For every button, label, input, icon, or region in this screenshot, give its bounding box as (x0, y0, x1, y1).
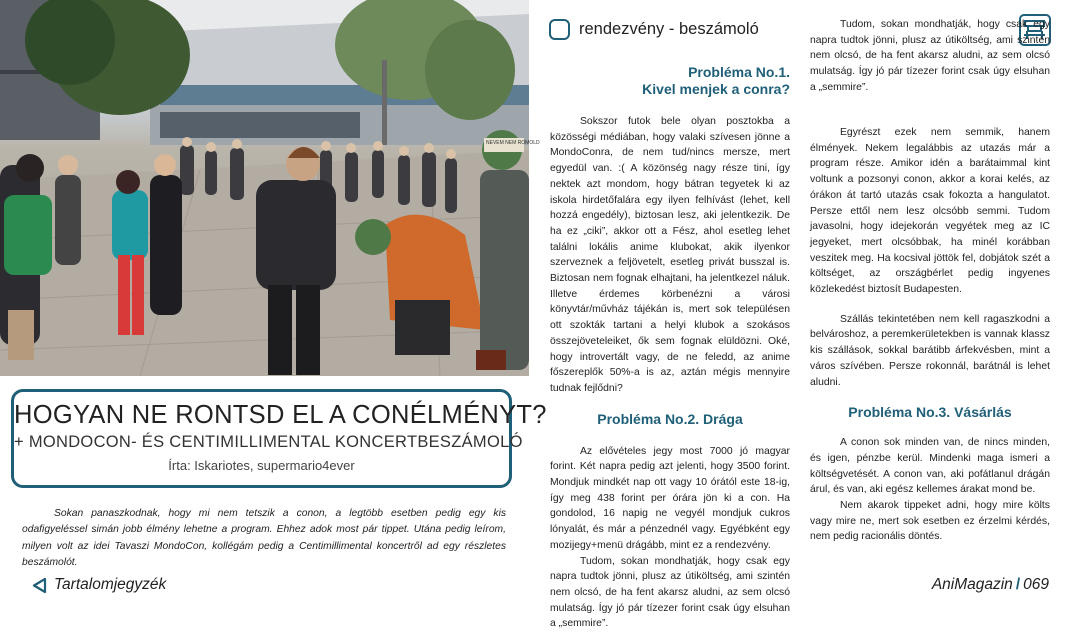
article-subtitle: + MONDOCON- ÉS CENTIMILLIMENTAL KONCERTBESZÁMOLÓ (14, 433, 523, 451)
paragraph-problem-3-b: Nem akarok tippeket adni, hogy mire költs vagy mire ne, mert sok esetben ez érzelmi kérdés, nem pedig racionális döntés. (810, 500, 1050, 543)
paragraph-problem-2-b-continued (810, 19, 1050, 111)
photo-sign-text: NEVEM NEM ROMOLD (486, 140, 540, 146)
page-footer (932, 576, 1049, 594)
crowd-photo-illustration (0, 0, 540, 376)
paragraph-continued-text: Tudom, sokan mondhatják, hogy csak egy napra tudtok jönni, plusz az útiköltség, ami szintén nem olcsó, de ha fent akarsz aludni, az sem olcsó mulatság. Így jó pár tízezer forint csak úgy elsuhan a „semmire”. (810, 19, 1050, 93)
heading-problem-1: Probléma No.1. (688, 64, 790, 80)
table-of-contents-link[interactable] (32, 576, 166, 594)
paragraph-problem-2-a: Az elővételes jegy most 7000 jó magyar forint. Két napra pedig azt jelenti, hogy 3500 forint. Mondjuk mindkét nap ott vagy 10 órától este 18-ig, így meg 438 forint per órára jön ki a con. Ha gondolod, 16 napig ne vegyél mondjuk cukros lónyalát, és már a pénzednél vagy. Egyébként egy mozijegy+menü drágább, mint ez a rendezvény. (550, 445, 790, 551)
paragraph-problem-2-c: Egyrészt ezek nem semmik, hanem élmények. Nekem legalábbis az utazás már a program része. Amikor idén a barátaimmal kint voltunk a pozsonyi conon, akkor a korai kelés, az órákon át tartó utazás csak fokozta a hangulatot. Persze ettől nem lesz olcsóbb semmi. Tudom javasolni, hogy idejekorán vegyétek meg az IC jegyeket, mert olcsóbbak, ha minél korábban veszitek meg. Ha kocsival jöttök fel, dobjátok szét a költséget, az országbérlet pedig ingyenes közlekedést biztosít Budapesten. (810, 127, 1050, 296)
magazine-name: AniMagazin (931, 576, 1013, 593)
heading-problem-3: Probléma No.3. Vásárlás (848, 404, 1012, 421)
page-number: 069 (1023, 576, 1049, 593)
paragraph-problem-1: Sokszor futok bele olyan posztokba a közösségi médiában, hogy valaki szívesen jönne a MondoConra, de nem tud/nincs mersze, mert egyedül van. :( A közönség nagy része tini, így nektek azt mondom, hogy bátran tegyetek ki az iskola hirdetőfalára egy ilyen felhívást (lehet, kell hozzá engedély), biztosan lesz, aki jelentkezik. De ha ez „ciki”, akkor ott a Fész, ahol esetleg lehet találni lokális anime klubokat, akik ilyenkor szerveznek a feljövetelt, esetleg privát busszal is. Biztosan nem fognak elhajtani, ha jelentkezel náluk. Illetve érdemes körbenézni a városi könyvtár/művház tájékán is, mert sok településen ott szokták tartani a helyi klubok a szokásos összejöveteleiket, ők sem fognak elüldözni. Oké, hogy introvertált vagy, de ne feledd, az anime főszereplők 50%-a is az, aztán mégis mennyire tudnak fejlődni? (550, 116, 790, 394)
paragraph-problem-2-d: Szállás tekintetében nem kell ragaszkodni a belvároshoz, a peremkerületekben is vannak klassz kis szállások, sokkal barátibb árfekvésben, mint a város szívében. Persze rokonnál, barátnál is lehet aludni. (810, 313, 1050, 388)
article-title-box (11, 389, 547, 488)
text-column-1 (550, 64, 790, 630)
text-column-2 (810, 19, 1050, 545)
article-title: HOGYAN NE RONTSD EL A CONÉLMÉNYT? (14, 401, 547, 429)
section-header (549, 19, 759, 40)
section-square-icon (549, 19, 570, 40)
paragraph-problem-2-b: Tudom, sokan mondhatják, hogy csak egy napra tudtok jönni, plusz az útiköltség, ami szintén nem olcsó, de ha fent akarsz aludni, az sem olcsó mulatság. Így jó pár tízezer forint csak úgy elsuhan a „semmire”. (550, 555, 790, 630)
heading-problem-2: Probléma No.2. Drága (597, 410, 743, 427)
cover-photo (0, 0, 540, 376)
paragraph-problem-3-a: A conon sok minden van, de nincs minden, és igen, pénzbe kerül. Mindenki maga ismeri a költségvetését. A conon van, aki pofátlanul drágán árul, és van, aki egész kellemes árakat mond be. (810, 437, 1050, 496)
toc-label: Tartalomjegyzék (54, 576, 167, 593)
section-label: rendezvény - beszámoló (579, 20, 759, 38)
heading-problem-1-subtitle: Kivel menjek a conra? (642, 81, 790, 97)
back-arrow-icon (32, 578, 47, 593)
article-author: Írta: Iskariotes, supermario4ever (168, 458, 355, 473)
article-intro: Sokan panaszkodnak, hogy mi nem tetszik a conon, a legtöbb esetben pedig egy kis odafigyeléssel simán jobb élmény lehetne a program. Ehhez adok most pár tippet. Utána pedig leírom, milyen volt az idei Tavaszi MondoCon, kollégám pedig a Centimillimental koncertről ad egy részletes beszámolót. (22, 508, 506, 568)
footer-slash: / (1015, 576, 1021, 593)
